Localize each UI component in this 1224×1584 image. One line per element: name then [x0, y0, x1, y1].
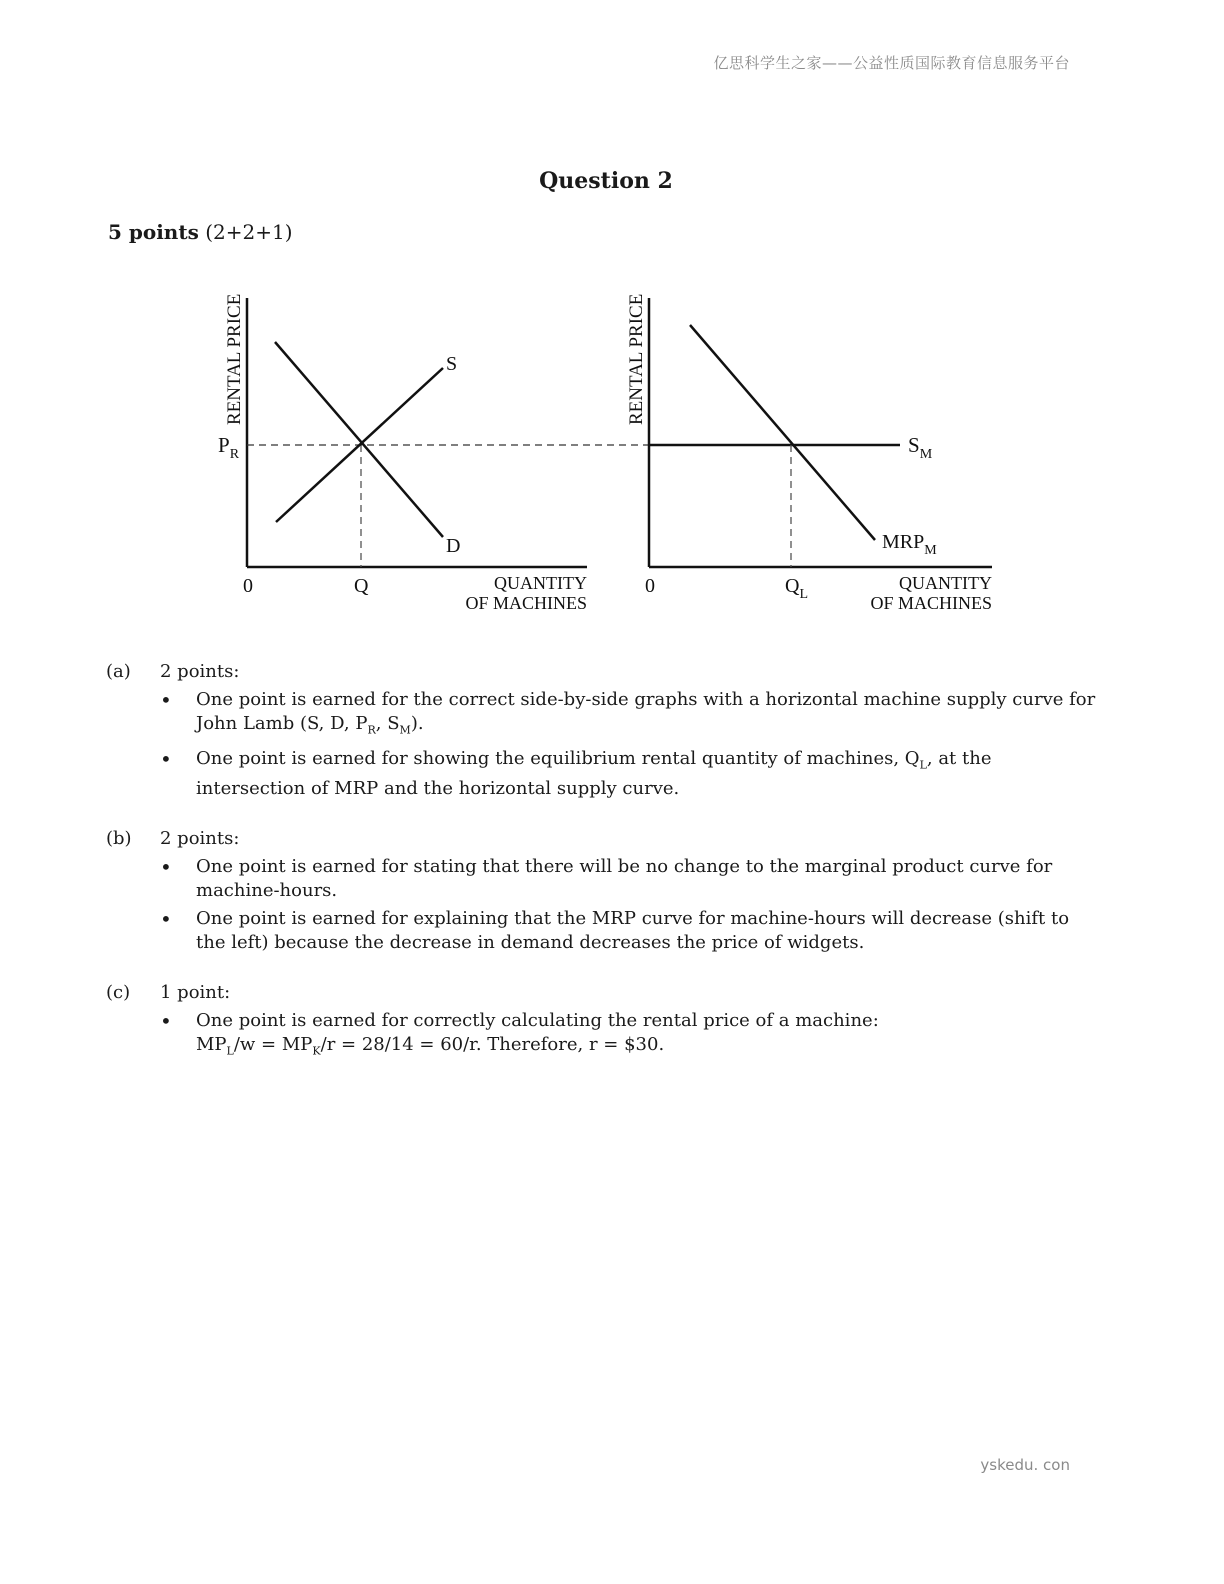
bullet-list — [106, 1009, 1096, 1064]
part-c — [106, 981, 1096, 1064]
points-breakdown: (2+2+1) — [205, 220, 293, 244]
footer-watermark: yskedu. con — [980, 1456, 1070, 1474]
right-x-axis-label-line2: OF MACHINES — [870, 593, 992, 613]
mrp-curve — [690, 325, 875, 540]
side-by-side-graphs — [200, 280, 1020, 630]
left-origin-label: 0 — [243, 575, 253, 597]
right-x-axis-label-line1: QUANTITY — [899, 573, 992, 593]
part-b — [106, 827, 1096, 955]
left-price-label: $P_R$ — [218, 433, 240, 462]
header-watermark: 亿思科学生之家——公益性质国际教育信息服务平台 — [713, 54, 1070, 72]
part-label: (b) — [106, 828, 132, 850]
left-y-axis-label: RENTAL PRICE — [224, 293, 245, 425]
part-a — [106, 660, 1096, 801]
list-item: • One point is earned for correctly calculating the rental price of a machine: $MP_L/w = MP_K/r = 28/14 = 60/r$. Therefore, r = $30. — [196, 1009, 1096, 1064]
part-heading: 1 point: — [160, 982, 231, 1004]
machine-supply-label: $S_M$ — [908, 433, 933, 462]
list-item: • One point is earned for showing the equilibrium rental quantity of machines, $Q_L$, at the intersection of MRP and the horizontal supply curve. — [196, 747, 1096, 802]
mrp-label: $MRP_M$ — [882, 531, 937, 558]
right-quantity-label: $Q_L$ — [785, 575, 809, 602]
right-graph — [626, 294, 992, 613]
list-item: • One point is earned for explaining that the MRP curve for machine-hours will decrease (shift to the left) because the decrease in demand decreases the price of widgets. — [196, 907, 1096, 955]
demand-label: D — [446, 535, 461, 557]
left-x-axis-label-line1: QUANTITY — [494, 573, 587, 593]
scoring-parts — [106, 660, 1096, 1090]
graphs-svg — [200, 280, 1020, 630]
bullet-list — [106, 688, 1096, 801]
list-item: • One point is earned for the correct side-by-side graphs with a horizontal machine supply curve for John Lamb (S, D, $P_R$, $S_M$). — [196, 688, 1096, 743]
part-heading: 2 points: — [160, 828, 240, 850]
right-y-axis-label: RENTAL PRICE — [626, 293, 647, 425]
part-label: (c) — [106, 982, 131, 1004]
question-title: Question 2 — [539, 168, 673, 194]
list-item: • One point is earned for stating that there will be no change to the marginal product curve for machine-hours. — [196, 855, 1096, 903]
supply-label: S — [446, 353, 458, 375]
left-graph — [218, 294, 649, 613]
demand-curve — [275, 342, 443, 537]
right-origin-label: 0 — [645, 575, 655, 597]
part-label: (a) — [106, 661, 131, 682]
points-label: 5 points — [108, 220, 199, 244]
left-quantity-label: Q — [354, 575, 369, 597]
bullet-list — [106, 855, 1096, 955]
points-summary — [108, 220, 293, 244]
left-x-axis-label-line2: OF MACHINES — [465, 593, 587, 613]
part-heading: 2 points: — [160, 661, 240, 682]
